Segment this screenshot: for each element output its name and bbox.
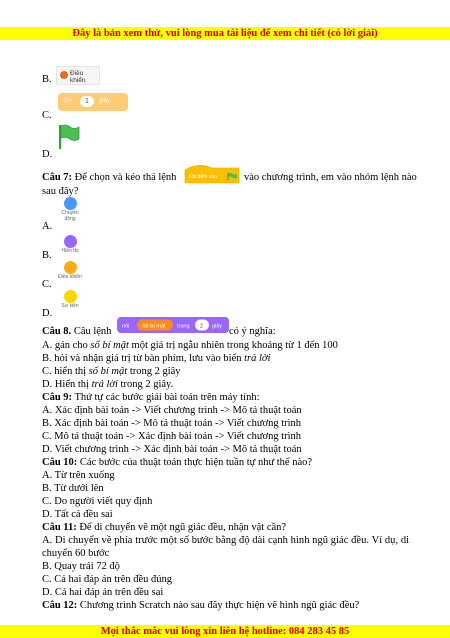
control-dot-icon — [60, 71, 68, 79]
q8-number: Câu 8. — [42, 326, 72, 337]
say-word1: nói — [122, 323, 130, 330]
when-flag-clicked-block — [184, 162, 240, 184]
control-label: Điều khiển — [58, 274, 82, 280]
looks-dot-icon — [64, 235, 77, 248]
control-category[interactable] — [58, 261, 82, 280]
option-d-label: D. — [42, 149, 53, 160]
q7-option-d-label: D. — [42, 308, 53, 319]
wait-word1: đợi — [63, 98, 72, 104]
q11-question: Câu 11: Để di chuyển vẽ một ngũ giác đều, nhận vật cần? — [42, 522, 287, 533]
control-category-image — [56, 66, 100, 85]
motion-label: Chuyển động — [61, 210, 79, 222]
q11-option-b: B. Quay trái 72 độ — [42, 561, 120, 572]
q10-option-c: C. Do người viết quy định — [42, 496, 153, 507]
q9-option-d: D. Viết chương trình -> Xác định bài toán -> Mô tả thuật toán — [42, 444, 302, 455]
q8-option-c: C. hiển thị số bí mật trong 2 giây — [42, 366, 181, 377]
q7-option-b-label: B. — [42, 250, 52, 261]
q7-option-a-label: A. — [42, 221, 53, 232]
say-var: Số bí mật — [142, 323, 166, 330]
option-c-label: C. — [42, 110, 52, 121]
motion-category[interactable] — [58, 197, 82, 222]
q7-option-c-label: C. — [42, 279, 52, 290]
q10-option-d: D. Tất cả đều sai — [42, 509, 113, 520]
top-banner[interactable]: Đây là bản xem thử, vui lòng mua tài liệu để xem chi tiết (có lời giải) — [0, 27, 450, 40]
say-value: 2 — [200, 323, 204, 330]
q11-option-d: D. Cả hai đáp án trên đều sai — [42, 587, 164, 598]
bottom-banner[interactable]: Mọi thắc mắc vui lòng xin liên hệ hotline: 084 283 45 85 — [0, 625, 450, 638]
option-b-label: B. — [42, 74, 52, 85]
say-word3: trong — [177, 323, 190, 330]
q8-option-a: A. gán cho số bí mật một giá trị ngẫu nhiên trong khoảng từ 1 đến 100 — [42, 340, 338, 351]
control-dot-icon — [64, 261, 77, 274]
green-flag-icon — [58, 124, 80, 150]
events-dot-icon — [64, 290, 77, 303]
motion-dot-icon — [64, 197, 77, 210]
q11-option-c: C. Cả hai đáp án trên đều đúng — [42, 574, 173, 585]
hat-block-text: Khi bấm vào — [189, 174, 217, 180]
q7-text1: Để chọn và kéo thả lệnh — [74, 172, 177, 183]
q7-text3: sau đây? — [42, 186, 79, 197]
looks-category[interactable] — [58, 235, 82, 254]
q9-question: Câu 9: Thứ tự các bước giải bài toán trên máy tính: — [42, 392, 260, 403]
q7-number: Câu 7: — [42, 172, 73, 183]
q9-option-a: A. Xác định bài toán -> Viết chương trình -> Mô tả thuật toán — [42, 405, 302, 416]
q10-question: Câu 10: Các bước của thuật toán thực hiện tuần tự như thế nào? — [42, 457, 313, 468]
looks-label: Hiển thị — [61, 248, 79, 254]
q8-text1: Câu lệnh — [73, 326, 112, 337]
q10-option-b: B. Từ dưới lên — [42, 483, 104, 494]
wait-word2: giây — [99, 98, 111, 104]
q10-option-a: A. Từ trên xuống — [42, 470, 115, 481]
wait-value: 1 — [80, 96, 94, 107]
q8-option-b: B. hỏi và nhận giá trị từ bàn phím, lưu vào biến trả lời — [42, 353, 271, 364]
events-label: Sự kiện — [61, 303, 79, 309]
q9-option-b: B. Xác định bài toán -> Mô tả thuật toán -> Viết chương trình — [42, 418, 302, 429]
control-label: Điều khiển — [70, 70, 86, 84]
q7-text2: vào chương trình, em vào nhóm lệnh nào — [244, 172, 417, 183]
say-for-secs-block — [117, 317, 229, 333]
q8-text2: có ý nghĩa: — [229, 326, 276, 337]
q11-option-a-line1: A. Di chuyển về phía trước một số bước bằng độ dài cạnh hình ngũ giác đều. Ví dụ, di — [42, 535, 410, 546]
q12-question: Câu 12: Chương trình Scratch nào sau đây thực hiện vẽ hình ngũ giác đều? — [42, 600, 360, 611]
q8-option-d: D. Hiển thị trả lời trong 2 giây. — [42, 379, 174, 390]
events-category[interactable] — [58, 290, 82, 309]
say-word5: giây — [212, 323, 223, 330]
q9-option-c: C. Mô tả thuật toán -> Xác định bài toán -> Viết chương trình — [42, 431, 302, 442]
q11-option-a-line2: chuyển 60 bước — [42, 548, 110, 559]
